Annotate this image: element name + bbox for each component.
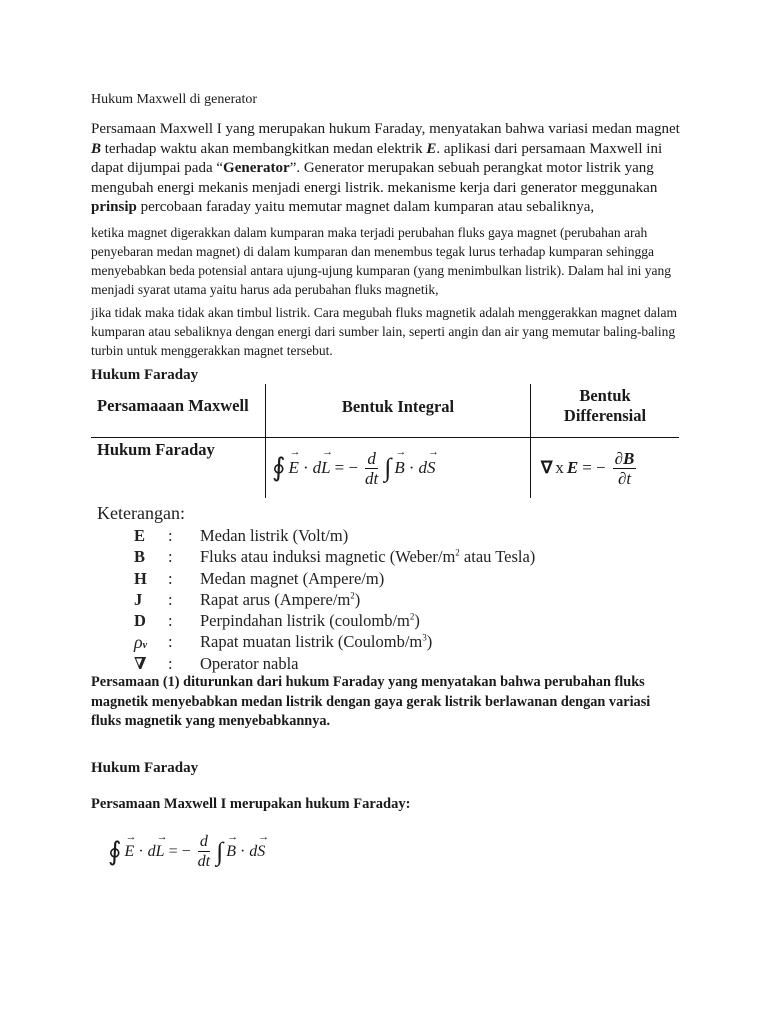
fraction-numerator: d	[199, 833, 208, 850]
derivative-fraction	[198, 832, 210, 871]
symbol-description	[200, 547, 535, 567]
paragraph-magnet: ketika magnet digerakkan dalam kumparan maka terjadi perubahan fluks gaya magnet (perubahan arah penyebaran medan magnet) di dalam kumparan dan menembus tegak lurus terhadap kumparan sehingga menyebabkan beda potensial antara ujung-ujung kumparan (yang menimbulkan listrik). Dalam hal ini yang menjadi syarat utama yaitu harus ada perubahan fluks magnetik,	[91, 225, 671, 297]
equals-sign-diff: = −	[582, 458, 606, 477]
rho-subscript: v	[142, 640, 148, 652]
table-row	[91, 438, 679, 499]
contour-integral-icon: ∮	[108, 836, 122, 866]
d-letter-2: d	[249, 842, 258, 860]
superscript: 2	[455, 547, 460, 558]
field-e: E	[566, 458, 579, 477]
partial-denominator: ∂t	[617, 468, 632, 488]
generator-keyword: Generator	[223, 160, 290, 176]
nabla-icon: ∇	[541, 458, 553, 477]
d-letter: d	[147, 842, 156, 860]
desc-part: Rapat arus (Ampere/m	[200, 589, 351, 609]
symbol-label: B	[134, 547, 146, 567]
colon: :	[168, 568, 173, 588]
document-title: Hukum Maxwell di generator	[91, 92, 258, 107]
colon: :	[168, 632, 173, 652]
integral-form-cell	[266, 438, 531, 499]
differential-form-cell	[531, 438, 680, 499]
symbol-description	[200, 632, 432, 652]
symbol-label	[134, 632, 147, 653]
paragraph-fluks: jika tidak maka tidak akan timbul listrik. Cara megubah fluks magnetik adalah menggerakkan magnet dalam kumparan atau sebaliknya dengan energi dari sumber lain, seperti angin dan air yang memutar baling-baling turbin untuk menggerakkan magnet tersebut.	[91, 305, 677, 358]
keterangan-title: Keterangan:	[97, 503, 185, 523]
intro-text-d: . aplikasi dari persamaan Maxwell ini dapat dijumpai pada “	[91, 140, 663, 176]
dot-operator-2: ·	[239, 842, 246, 860]
vector-l: → L	[156, 843, 165, 861]
derivative-fraction	[365, 449, 378, 488]
symbol-description	[200, 590, 360, 610]
desc-part: )	[414, 611, 420, 631]
header-differensial	[531, 384, 680, 438]
paragraph-persamaan-1: Persamaan (1) diturunkan dari hukum Faraday yang menyatakan bahwa perubahan fluks magnetik menyebabkan medan listrik dengan gaya gerak listrik berlawanan dengan variasi fluks magnetik yang menyebabkannya.	[91, 674, 651, 729]
integral-equation	[266, 438, 530, 498]
vector-s: → S	[257, 843, 265, 861]
desc-part: Rapat muatan listrik (Coulomb/m	[200, 632, 423, 652]
colon: :	[168, 653, 173, 673]
intro-text-c: terhadap waktu akan membangkitkan medan elektrik	[101, 140, 427, 157]
fraction-denominator: dt	[197, 853, 211, 870]
section-title-faraday: Hukum Faraday	[91, 367, 199, 383]
dot-operator: ·	[138, 842, 144, 860]
colon: :	[168, 589, 173, 609]
differential-equation	[531, 438, 679, 498]
partial-fraction	[613, 449, 637, 488]
header-bentuk: Bentuk	[579, 386, 631, 405]
equals-sign: = −	[334, 458, 359, 477]
maxwell-equation-table	[91, 384, 679, 498]
colon: :	[168, 611, 173, 631]
superscript: 2	[350, 590, 355, 601]
row-label: Hukum Faraday	[91, 438, 266, 499]
symbol-b: B	[91, 140, 102, 157]
colon: :	[168, 547, 173, 567]
intro-text-f: percobaan faraday yaitu memutar magnet dalam kumparan atau sebaliknya,	[136, 199, 595, 215]
contour-integral-icon: ∮	[272, 453, 286, 482]
vector-e: → E	[125, 843, 135, 861]
symbol-description: Medan listrik (Volt/m)	[200, 526, 349, 545]
symbol-e: E	[426, 140, 437, 157]
symbol-label: J	[134, 589, 143, 609]
paragraph-intro	[91, 120, 681, 218]
desc-part: )	[354, 589, 361, 609]
desc-part: Perpindahan listrik (coulomb/m	[200, 611, 410, 631]
desc-part: )	[426, 632, 433, 652]
integral-icon: ∫	[216, 836, 224, 866]
superscript: 3	[422, 632, 427, 643]
vector-l: → L	[321, 458, 330, 478]
section-title-maxwell-1: Persamaan Maxwell I merupakan hukum Faraday:	[91, 796, 411, 812]
superscript: 2	[409, 611, 415, 622]
symbol-label: E	[134, 526, 146, 545]
d-letter-2: d	[418, 458, 427, 477]
vector-s: → S	[427, 458, 436, 478]
faraday-equation	[108, 832, 265, 871]
colon: :	[168, 526, 173, 545]
intro-text-a: Persamaan Maxwell I yang merupakan hukum Faraday, menyatakan bahwa variasi medan magnet	[91, 121, 680, 137]
vector-e: → E	[289, 458, 299, 478]
integral-icon: ∫	[384, 453, 392, 482]
symbol-label: D	[134, 611, 146, 631]
symbol-description: Operator nabla	[200, 653, 299, 673]
d-letter: d	[312, 458, 322, 477]
symbol-label: H	[134, 568, 147, 588]
fraction-numerator: d	[367, 448, 376, 468]
section-title-faraday-2: Hukum Faraday	[91, 760, 199, 776]
desc-part: Fluks atau induksi magnetic (Weber/m	[200, 547, 456, 567]
header-persamaan: Persamaaan Maxwell	[91, 384, 266, 438]
partial-numerator: ∂B	[614, 448, 635, 468]
table-header-row	[91, 384, 679, 438]
symbol-description	[200, 611, 420, 631]
header-differensial-label: Differensial	[563, 406, 647, 425]
nabla-icon: ∇	[134, 653, 147, 673]
vector-b: → B	[394, 458, 404, 478]
intro-text-e: ”. Generator merupakan sebuah perangkat motor listrik yang mengubah energi mekanis menjadi energi listrik. mekanisme kerja dari generator meggunakan	[91, 160, 658, 196]
equals-sign: = −	[168, 842, 191, 860]
fraction-denominator: dt	[365, 468, 379, 488]
symbol-description: Medan magnet (Ampere/m)	[200, 568, 385, 588]
dot-operator: ·	[302, 458, 309, 477]
header-integral: Bentuk Integral	[266, 384, 531, 438]
cross-operator: x	[555, 458, 564, 477]
rho-symbol: ρ	[134, 632, 143, 653]
vector-b: → B	[226, 843, 236, 861]
desc-part: atau Tesla)	[459, 547, 536, 567]
dot-operator-2: ·	[408, 458, 415, 477]
prinsip-keyword: prinsip	[91, 199, 137, 215]
